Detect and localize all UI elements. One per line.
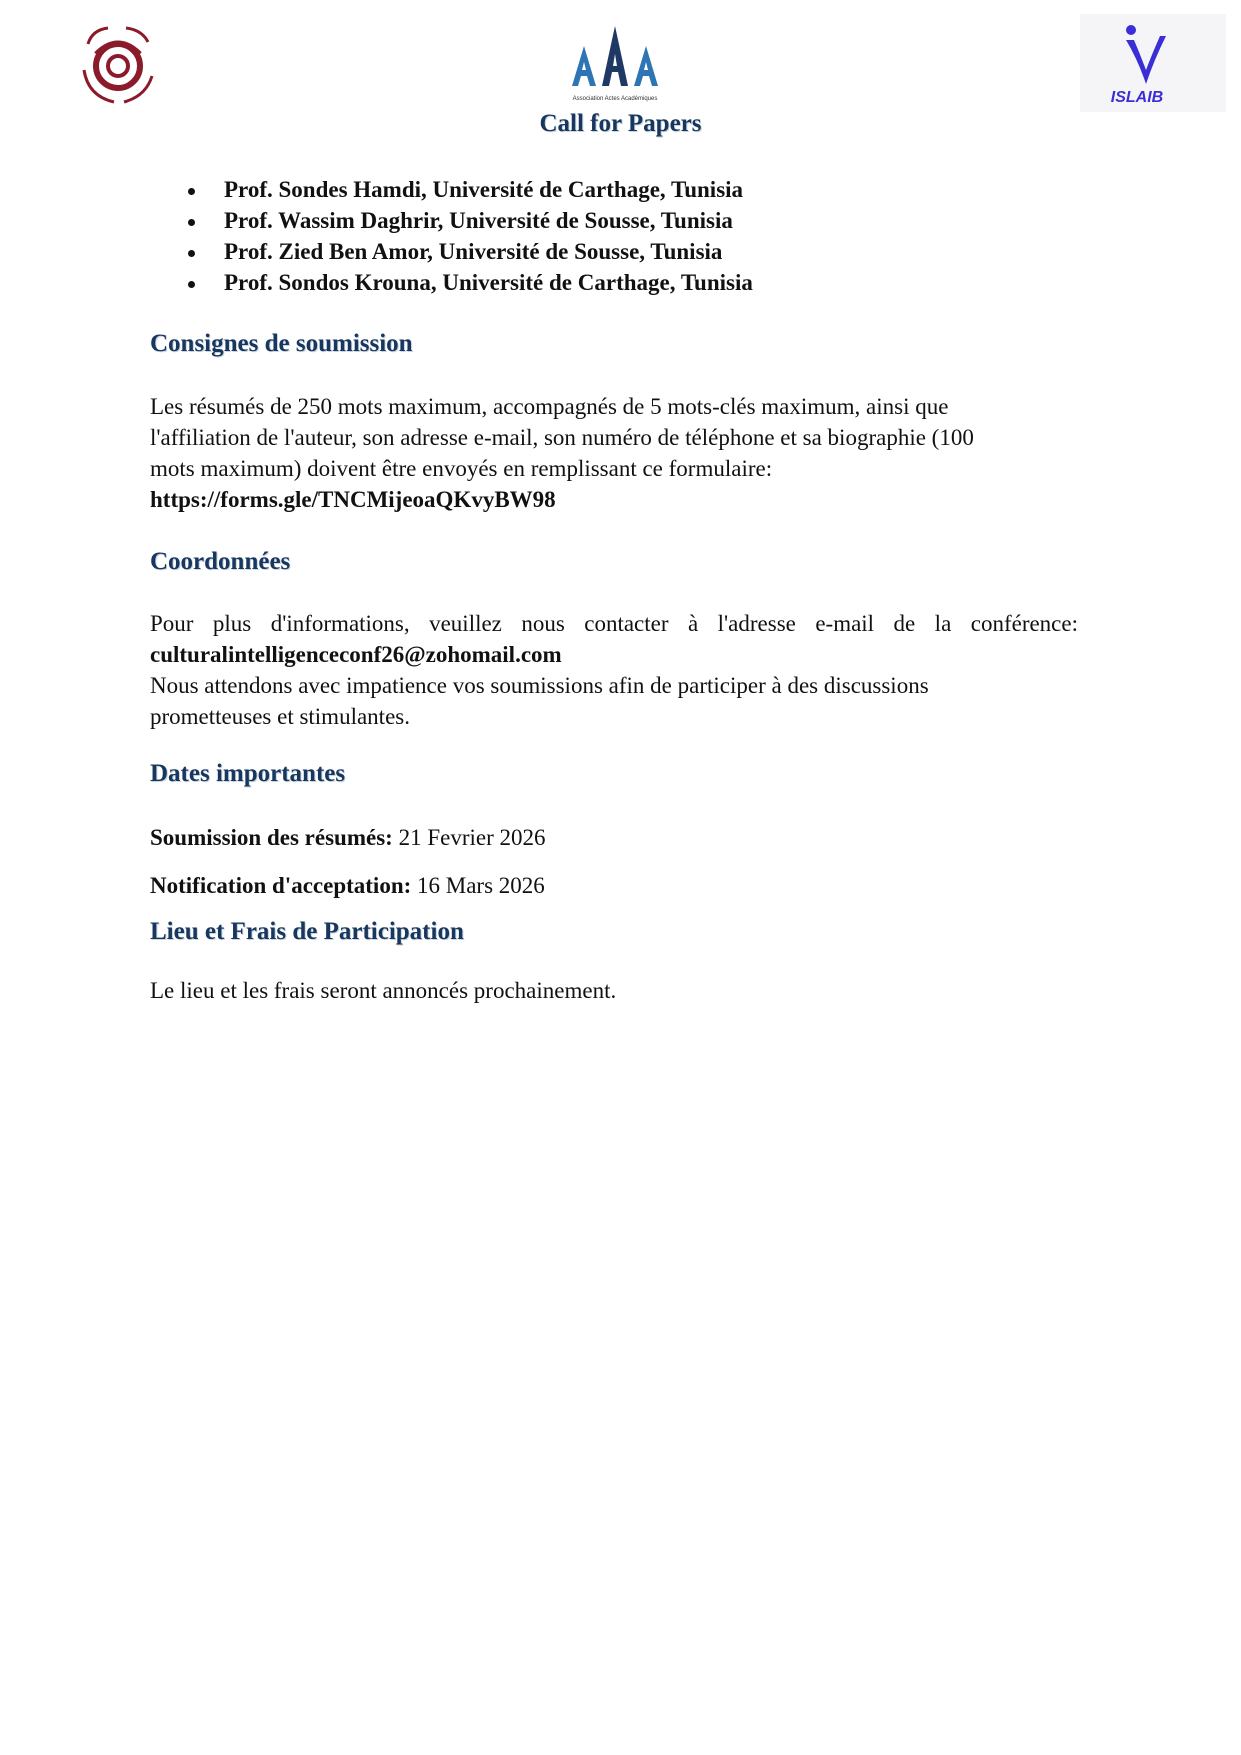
date-value: 21 Fevrier 2026 xyxy=(398,825,546,850)
venue-heading: Lieu et Frais de Participation xyxy=(150,918,464,945)
date-value: 16 Mars 2026 xyxy=(417,873,545,898)
contact-closing-line: Nous attendons avec impatience vos soumissions afin de participer à des discussions xyxy=(150,673,929,698)
submission-paragraph xyxy=(150,391,1078,515)
aaa-logo-caption: Association Actes Académiques xyxy=(572,96,658,102)
list-item: Prof. Zied Ben Amor, Université de Sousse, Tunisia xyxy=(150,236,753,267)
date-label: Notification d'acceptation: xyxy=(150,873,412,898)
list-item: Prof. Sondes Hamdi, Université de Carthage, Tunisia xyxy=(150,174,753,205)
date-label: Soumission des résumés: xyxy=(150,825,393,850)
submission-line: l'affiliation de l'auteur, son adresse e-mail, son numéro de téléphone et sa biographie (100 xyxy=(150,425,974,450)
aaa-logo xyxy=(568,20,662,104)
islaib-logo-text: ISLAIB xyxy=(1110,89,1164,106)
contact-intro: Pour plus d'informations, veuillez nous contacter à l'adresse e-mail de la conférence: xyxy=(150,611,1078,636)
page-title: Call for Papers xyxy=(539,110,702,137)
contact-heading: Coordonnées xyxy=(150,548,291,575)
venue-text: Le lieu et les frais seront annoncés prochainement. xyxy=(150,978,617,1003)
list-item: Prof. Wassim Daghrir, Université de Sousse, Tunisia xyxy=(150,205,753,236)
contact-paragraph xyxy=(150,608,1078,732)
submission-line: Les résumés de 250 mots maximum, accompagnés de 5 mots-clés maximum, ainsi que xyxy=(150,394,949,419)
universite-jendouba-logo xyxy=(78,24,156,106)
submission-form-link[interactable]: https://forms.gle/TNCMijeoaQKvyBW98 xyxy=(150,487,556,512)
dates-heading: Dates importantes xyxy=(150,760,346,787)
submission-heading: Consignes de soumission xyxy=(150,330,413,357)
submission-line: mots maximum) doivent être envoyés en remplissant ce formulaire: xyxy=(150,456,773,481)
committee-list xyxy=(150,174,753,298)
islaib-logo-mark xyxy=(1080,14,1226,112)
aaa-logo-mark xyxy=(568,20,662,104)
list-item: Prof. Sondos Krouna, Université de Carthage, Tunisia xyxy=(150,267,753,298)
date-row-notification xyxy=(150,870,545,901)
contact-email[interactable]: culturalintelligenceconf26@zohomail.com xyxy=(150,642,562,667)
islaib-logo xyxy=(1080,14,1226,112)
date-row-submission xyxy=(150,822,545,853)
contact-closing-line: prometteuses et stimulantes. xyxy=(150,704,410,729)
